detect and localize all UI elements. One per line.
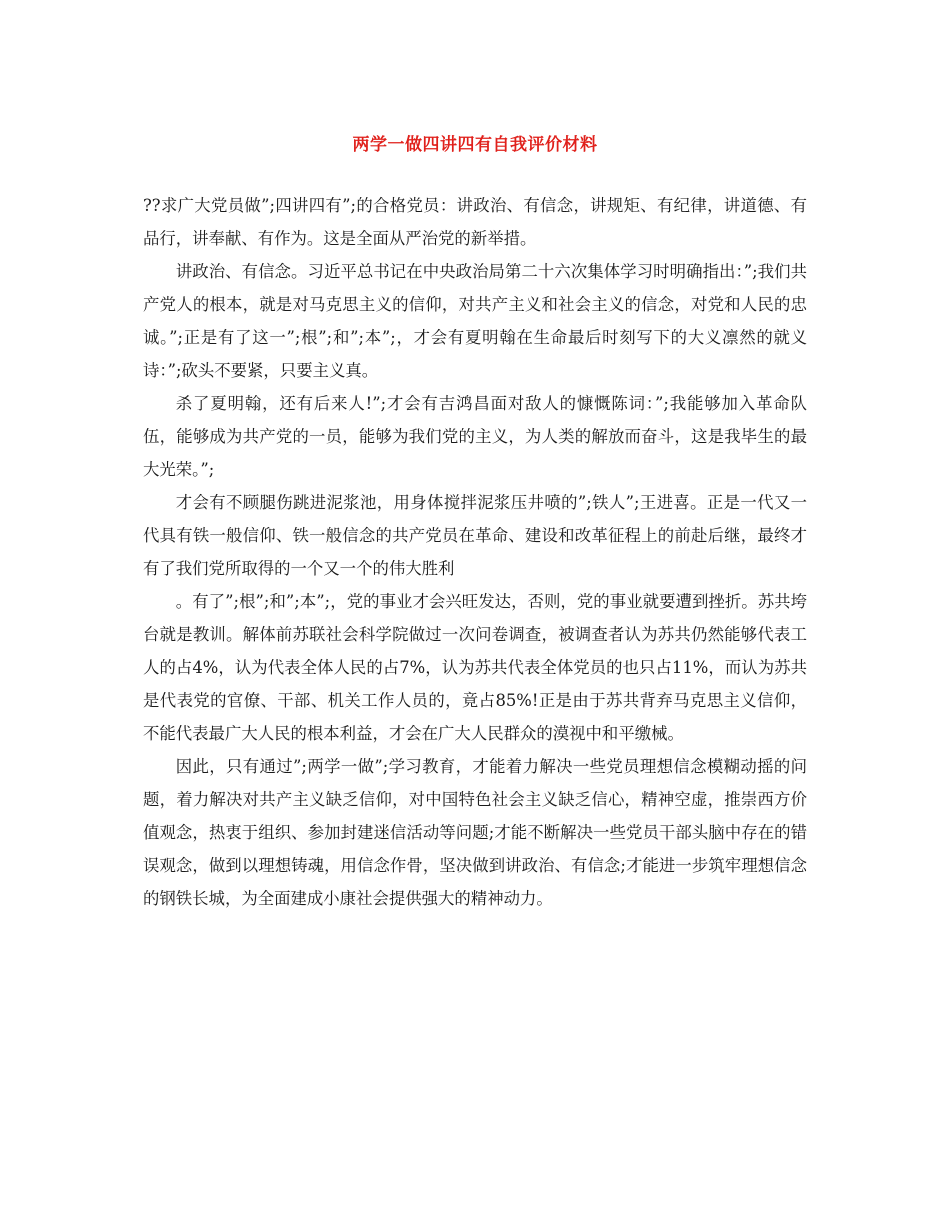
paragraph-intro: ??求广大党员做”;四讲四有”;的合格党员：讲政治、有信念，讲规矩、有纪律，讲道德、有品行，讲奉献、有作为。这是全面从严治党的新举措。: [143, 196, 807, 248]
document-page: [143, 130, 807, 915]
paragraph-conclusion: 因此，只有通过”;两学一做”;学习教育，才能着力解决一些党员理想信念模糊动摇的问题，着力解决对共产主义缺乏信仰，对中国特色社会主义缺乏信心，精神空虚，推崇西方价值观念，热衷于组织、参加封建迷信活动等问题;才能不断解决一些党员干部头脑中存在的错误观念，做到以理想铸魂，用信念作骨，坚决做到讲政治、有信念;才能进一步筑牢理想信念的钢铁长城，为全面建成小康社会提供强大的精神动力。: [143, 757, 807, 908]
paragraph-soviet-lesson: 。有了”;根”;和”;本”;，党的事业才会兴旺发达，否则，党的事业就要遭到挫折。苏共垮台就是教训。解体前苏联社会科学院做过一次问卷调查，被调查者认为苏共仍然能够代表工人的占4%，认为代表全体人民的占7%，认为苏共代表全体党员的也只占11%，而认为苏共是代表党的官僚、干部、机关工作人员的，竟占85%!正是由于苏共背弃马克思主义信仰，不能代表最广大人民的根本利益，才会在广大人民群众的漠视中和平缴械。: [143, 592, 807, 743]
paragraph-politics-belief: 讲政治、有信念。习近平总书记在中央政治局第二十六次集体学习时明确指出：”;我们共产党人的根本，就是对马克思主义的信仰，对共产主义和社会主义的信念，对党和人民的忠诚。”;正是有了这一”;根”;和”;本”;，才会有夏明翰在生命最后时刻写下的大义凛然的就义诗：”;砍头不要紧，只要主义真。: [143, 262, 807, 380]
paragraph-xia-minghan: 杀了夏明翰，还有后来人!”;才会有吉鸿昌面对敌人的慷慨陈词：”;我能够加入革命队伍，能够成为共产党的一员，能够为我们党的主义，为人类的解放而奋斗，这是我毕生的最大光荣。”;: [143, 394, 807, 479]
document-title: 两学一做四讲四有自我评价材料: [352, 135, 598, 155]
paragraph-iron-man: 才会有不顾腿伤跳进泥浆池，用身体搅拌泥浆压井喷的”;铁人”;王进喜。正是一代又一代具有铁一般信仰、铁一般信念的共产党员在革命、建设和改革征程上的前赴后继，最终才有了我们党所取得的一个又一个的伟大胜利: [143, 493, 807, 578]
